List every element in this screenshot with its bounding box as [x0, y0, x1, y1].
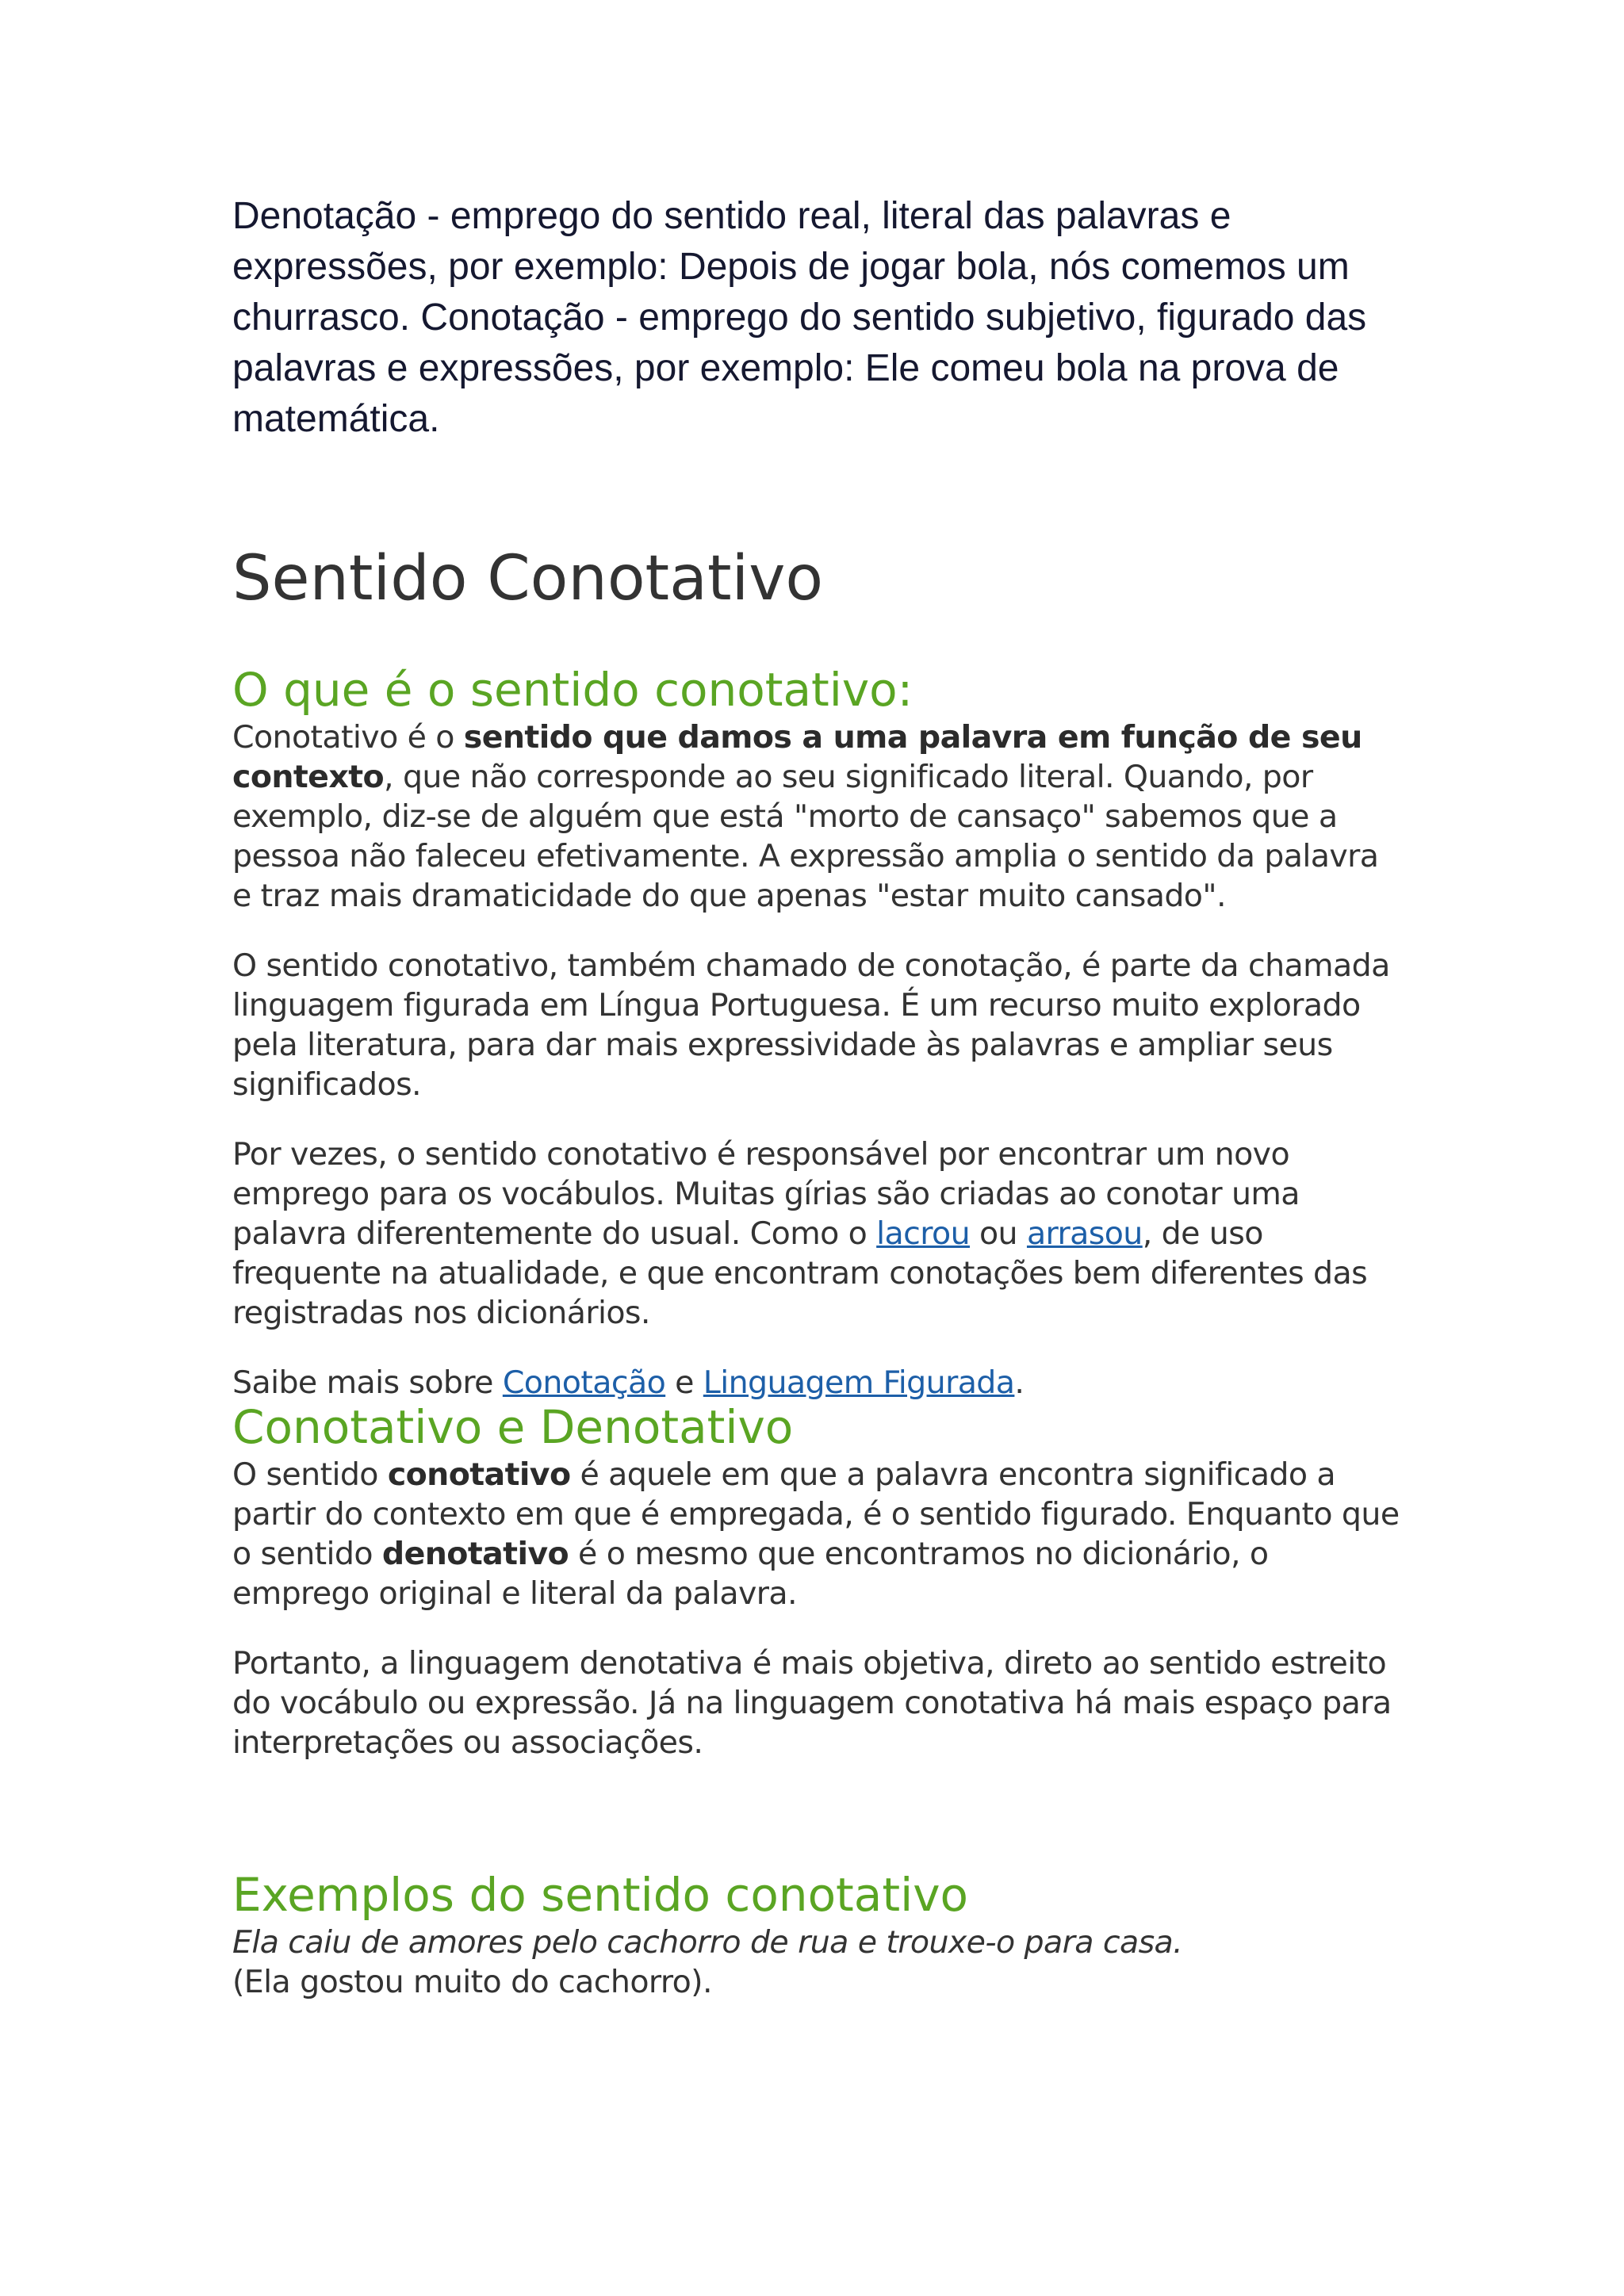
- link-linguagem-figurada[interactable]: Linguagem Figurada: [703, 1364, 1015, 1401]
- section-conotativo-denotativo: [232, 1399, 1406, 1793]
- link-lacrou[interactable]: lacrou: [876, 1215, 971, 1252]
- section-heading-what-is: O que é o sentido conotativo:: [232, 663, 914, 717]
- paragraph-conclusion: Portanto, a linguagem denotativa é mais objetiva, direto ao sentido estreito do vocábulo ou expressão. Já na linguagem conotativa há mais espaço para interpretações ou associações.: [232, 1645, 1392, 1761]
- example-explanation: (Ela gostou muito do cachorro).: [232, 1964, 712, 2000]
- bold-conotativo: conotativo: [387, 1456, 571, 1493]
- section-heading-conotativo-denotativo: Conotativo e Denotativo: [232, 1400, 794, 1454]
- paragraph-figurative: O sentido conotativo, também chamado de conotação, é parte da chamada linguagem figurada em Língua Portuguesa. É um recurso muito explorado pela literatura, para dar mais expressividade às palavras e ampliar seus significados.: [232, 947, 1390, 1103]
- example-sentence: Ela caiu de amores pelo cachorro de rua e trouxe-o para casa.: [232, 1924, 1183, 1961]
- section-heading-examples: Exemplos do sentido conotativo: [232, 1868, 968, 1922]
- paragraph-slang: Por vezes, o sentido conotativo é responsável por encontrar um novo emprego para os vocábulos. Muitas gírias são criadas ao conotar uma palavra diferentemente do usual. Como o lacrou ou arrasou, de uso frequente na atualidade, e que encontram conotações bem diferentes das registradas nos dicionários.: [232, 1136, 1368, 1331]
- page-title: Sentido Conotativo: [232, 543, 824, 614]
- section-examples: [232, 1867, 1406, 2002]
- intro-paragraph: Denotação - emprego do sentido real, literal das palavras e expressões, por exemplo: Depois de jogar bola, nós comemos um churrasco. Conotação - emprego do sentido subjetivo, figurado das palavras e expressões, por exemplo: Ele comeu bola na prova de matemática.: [232, 195, 1367, 440]
- paragraph-learn-more: Saibe mais sobre Conotação e Linguagem Figurada.: [232, 1364, 1025, 1401]
- bold-denotativo: denotativo: [381, 1536, 569, 1572]
- section-what-is: [232, 662, 1406, 1433]
- paragraph-comparison: O sentido conotativo é aquele em que a palavra encontra significado a partir do contexto em que é empregada, é o sentido figurado. Enquanto que o sentido denotativo é o mesmo que encontramos no dicionário, o emprego original e literal da palavra.: [232, 1456, 1400, 1612]
- link-conotacao[interactable]: Conotação: [502, 1364, 666, 1401]
- link-arrasou[interactable]: arrasou: [1026, 1215, 1143, 1252]
- paragraph-definition: Conotativo é o sentido que damos a uma palavra em função de seu contexto, que não corresponde ao seu significado literal. Quando, por exemplo, diz-se de alguém que está "morto de cansaço" sabemos que a pessoa não faleceu efetivamente. A expressão amplia o sentido da palavra e traz mais dramaticidade do que apenas "estar muito cansado".: [232, 719, 1379, 914]
- bold-definition: sentido que damos a uma palavra em função de seu contexto: [232, 719, 1362, 795]
